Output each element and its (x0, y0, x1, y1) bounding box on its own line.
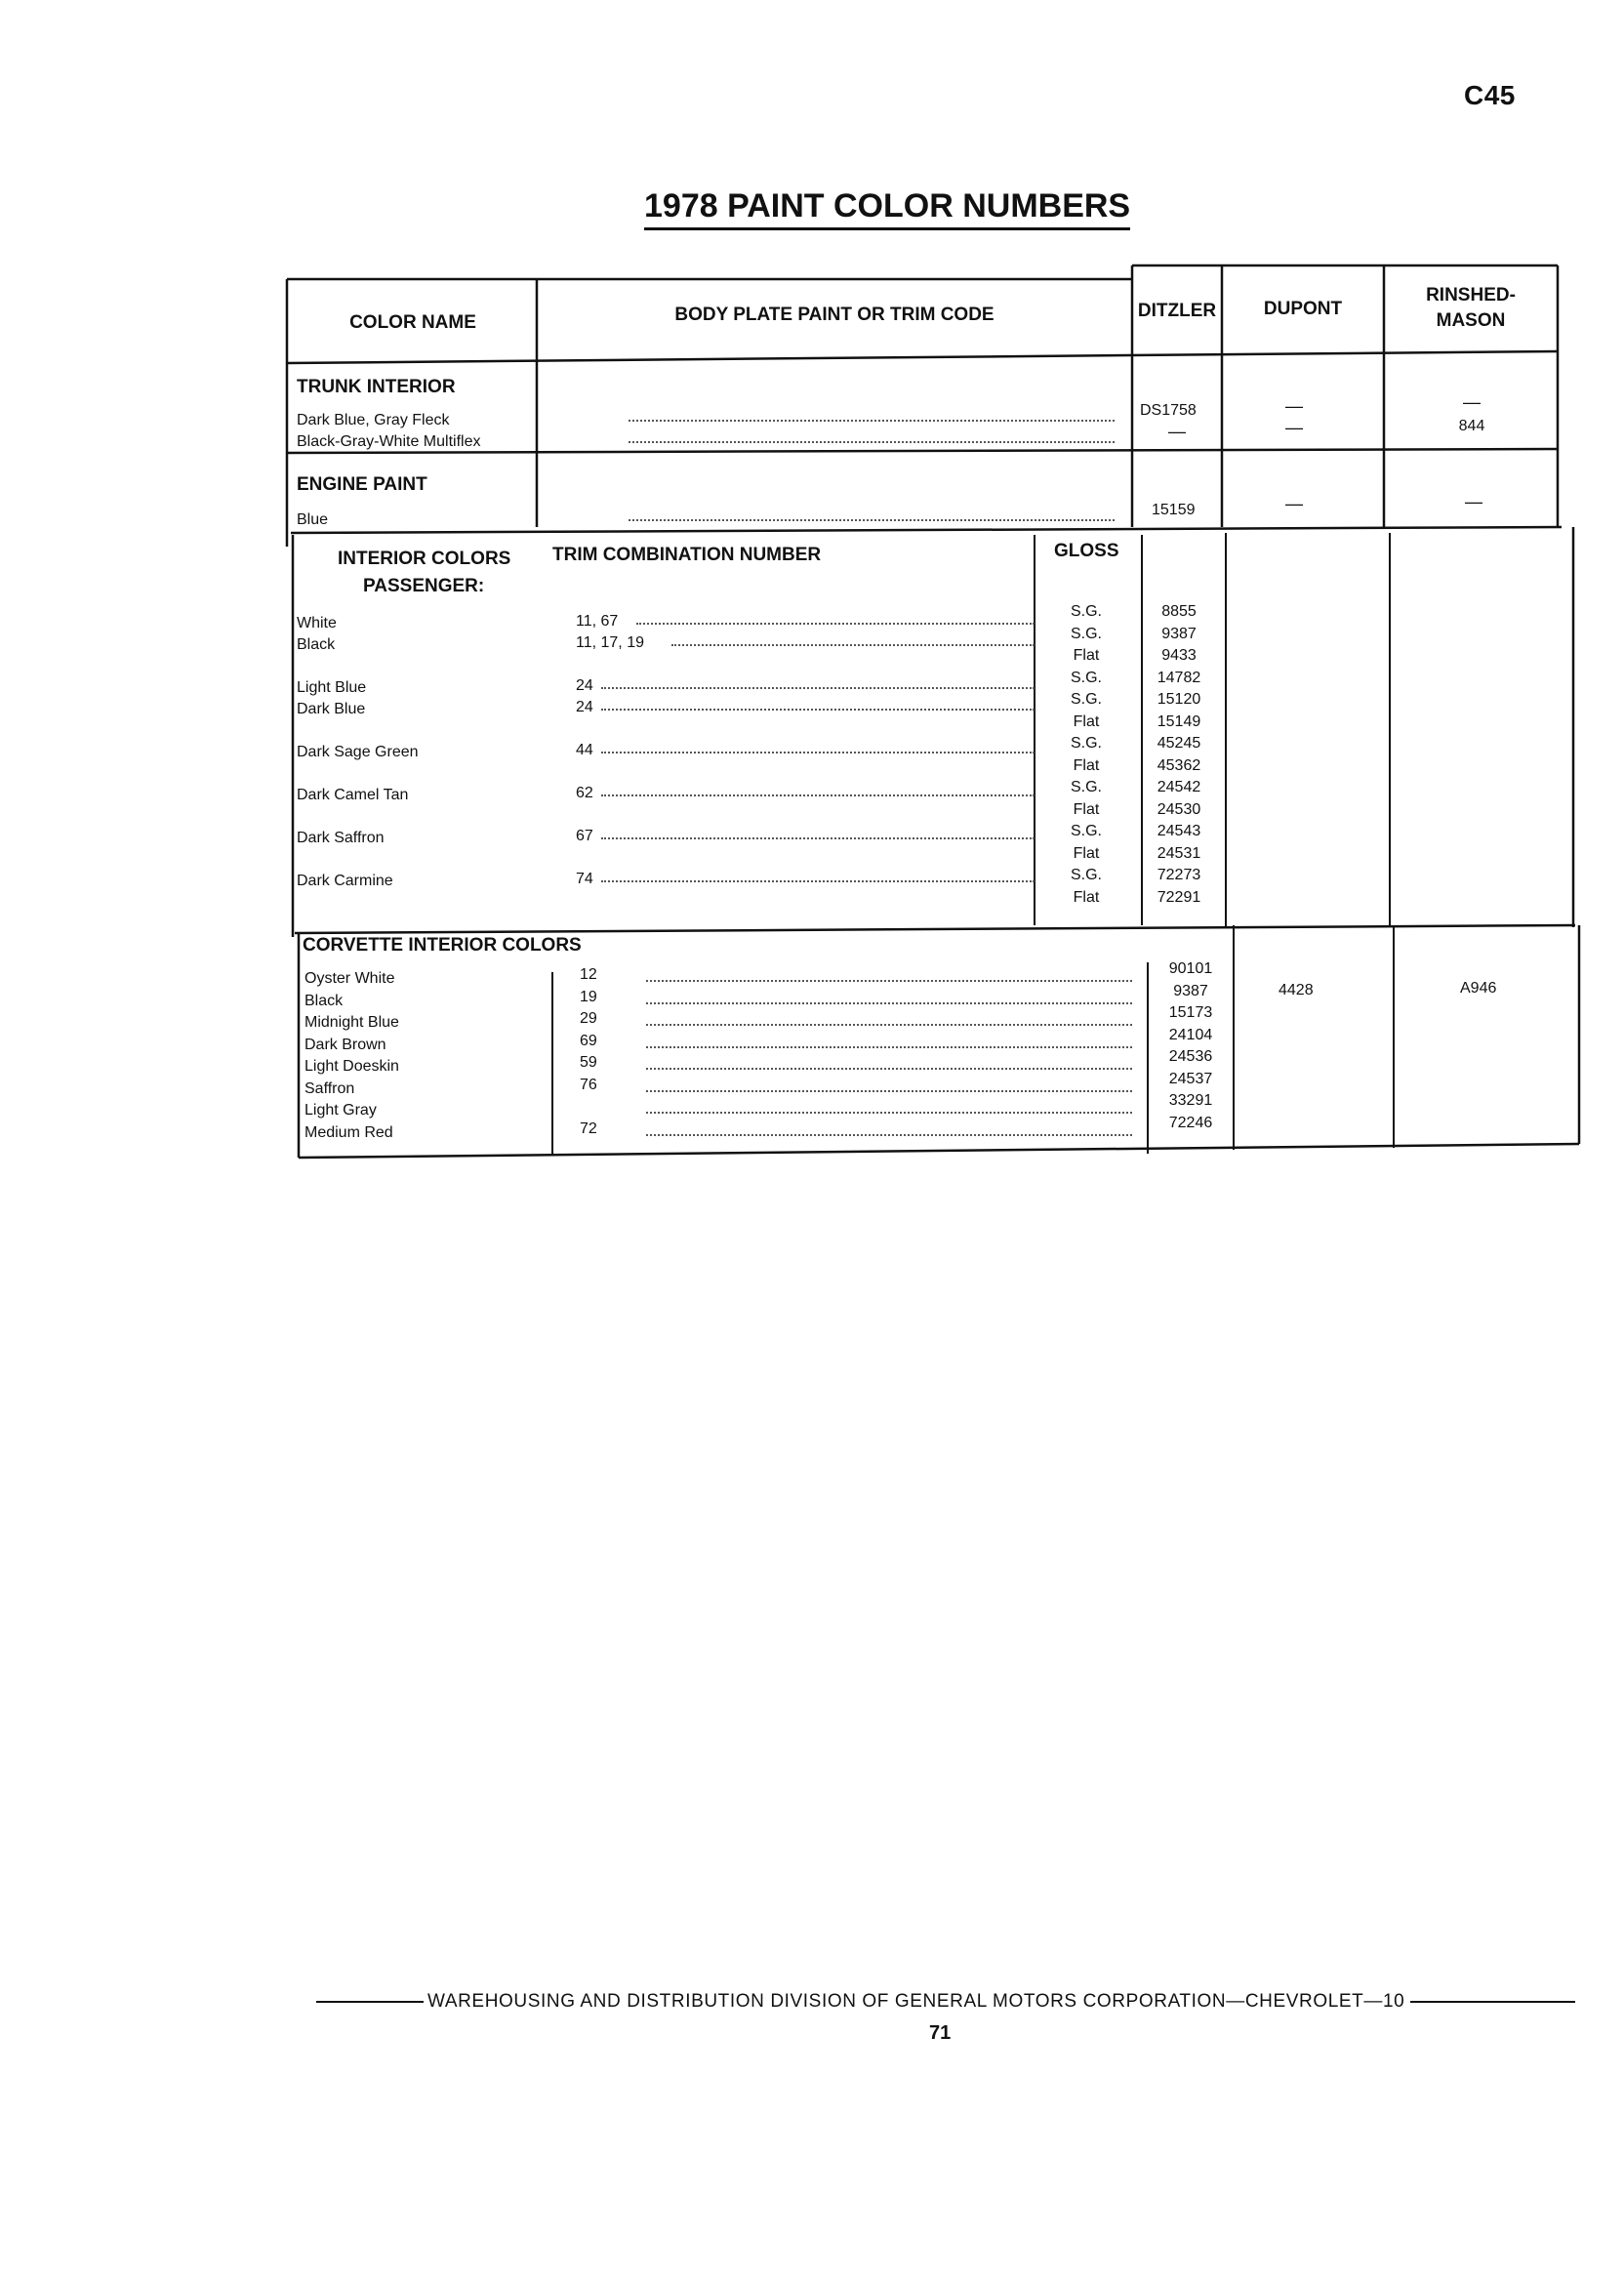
corvette-trim-code: 19 (580, 988, 597, 1005)
corvette-color-name: Medium Red (304, 1123, 393, 1141)
interior-colors-title: INTERIOR COLORS (338, 549, 511, 569)
interior-color-name: Dark Carmine (297, 873, 393, 889)
header-body-plate: BODY PLATE PAINT OR TRIM CODE (674, 305, 995, 325)
gloss-value: Flat (1073, 712, 1100, 730)
engine-paint-title: ENGINE PAINT (297, 474, 427, 495)
trunk-row-ditzler: — (1168, 422, 1186, 441)
corvette-ditzler-value: 90101 (1168, 960, 1213, 977)
interior-trim-number: 24 (576, 699, 593, 715)
interior-colors-subtitle: PASSENGER: (363, 576, 485, 596)
gloss-value: S.G. (1070, 603, 1102, 620)
gloss-value: S.G. (1070, 823, 1102, 839)
corvette-ditzler-value: 15173 (1168, 1004, 1213, 1021)
engine-row-name: Blue (297, 511, 329, 528)
corvette-ditzler-value: 33291 (1168, 1092, 1213, 1109)
interior-color-name: Dark Saffron (297, 830, 385, 846)
ditzler-value: 8855 (1161, 603, 1197, 620)
interior-gloss-column (1044, 601, 1128, 909)
corvette-code-column (580, 964, 597, 1140)
interior-trim-number: 44 (576, 742, 593, 758)
interior-trim-number: 24 (576, 677, 593, 694)
ditzler-value: 15120 (1157, 691, 1201, 708)
footer-rule-left (316, 2001, 424, 2003)
engine-row-rinshed: — (1465, 492, 1482, 511)
ditzler-value: 15149 (1157, 712, 1201, 730)
corvette-trim-code: 72 (580, 1120, 597, 1137)
interior-color-name: White (297, 615, 337, 631)
corvette-ditzler-column (1148, 958, 1234, 1134)
gloss-value: S.G. (1070, 691, 1102, 708)
leader-dots (601, 685, 1035, 689)
ditzler-value: 24531 (1157, 844, 1201, 862)
leader-dots (601, 750, 1035, 753)
header-ditzler: DITZLER (1137, 301, 1217, 321)
trunk-row-name: Black-Gray-White Multiflex (297, 433, 481, 450)
engine-row-ditzler: 15159 (1152, 502, 1196, 518)
trunk-row-dupont: — (1285, 418, 1303, 437)
leader-dots (646, 1044, 1132, 1048)
corvette-ditzler-value: 24537 (1168, 1070, 1213, 1087)
header-rinshed-mason: RINSHED- MASON (1426, 285, 1516, 331)
leader-dots (601, 707, 1035, 711)
gloss-value: Flat (1073, 800, 1100, 818)
trunk-row-rinshed: — (1463, 392, 1481, 412)
corvette-color-name: Light Gray (304, 1102, 377, 1119)
interior-trim-number: 62 (576, 785, 593, 801)
leader-dots (646, 978, 1132, 982)
engine-row-dupont: — (1285, 494, 1303, 513)
page-title: 1978 PAINT COLOR NUMBERS (644, 187, 1130, 230)
interior-color-name: Dark Camel Tan (297, 787, 409, 803)
interior-color-name: Dark Blue (297, 701, 366, 717)
leader-dots (646, 1000, 1132, 1004)
leader-dots (646, 1066, 1132, 1070)
corvette-color-name: Dark Brown (304, 1036, 386, 1053)
corvette-color-name: Saffron (304, 1079, 355, 1097)
page-number: 71 (929, 2022, 952, 2044)
ditzler-value: 9433 (1161, 647, 1197, 664)
corvette-trim-code: 29 (580, 1010, 597, 1027)
ditzler-value: 72291 (1157, 888, 1201, 906)
leader-dots (646, 1022, 1132, 1026)
ditzler-value: 14782 (1157, 669, 1201, 686)
corvette-name-column (304, 968, 399, 1144)
interior-color-name: Light Blue (297, 679, 367, 696)
interior-color-name: Dark Sage Green (297, 744, 419, 760)
corvette-ditzler-value: 9387 (1173, 982, 1208, 999)
ditzler-value: 24530 (1157, 800, 1201, 818)
header-dupont: DUPONT (1263, 299, 1343, 319)
corvette-trim-code: 12 (580, 966, 597, 983)
header-color-name: COLOR NAME (349, 312, 476, 333)
gloss-value: Flat (1073, 647, 1100, 664)
ditzler-value: 24543 (1157, 823, 1201, 839)
interior-trim-number: 74 (576, 871, 593, 887)
leader-dots (601, 878, 1035, 882)
gloss-value: S.G. (1070, 735, 1102, 752)
corvette-ditzler-value: 72246 (1168, 1114, 1213, 1131)
leader-dots (636, 621, 1035, 625)
ditzler-value: 45362 (1157, 756, 1201, 774)
trunk-row-ditzler: DS1758 (1140, 402, 1197, 419)
interior-ditzler-column (1132, 601, 1226, 909)
leader-dots (671, 642, 1035, 646)
trunk-interior-title: TRUNK INTERIOR (297, 377, 456, 397)
page-code: C45 (1464, 80, 1516, 110)
corvette-trim-code (580, 1096, 597, 1119)
corvette-rinshed: A946 (1460, 980, 1497, 997)
corvette-trim-code: 76 (580, 1076, 597, 1093)
corvette-color-name: Midnight Blue (304, 1014, 399, 1031)
trim-combination-header: TRIM COMBINATION NUMBER (552, 545, 822, 565)
ditzler-value: 72273 (1157, 867, 1201, 883)
ditzler-value: 45245 (1157, 735, 1201, 752)
trunk-row-rinshed: 844 (1458, 418, 1485, 434)
ditzler-value: 24542 (1157, 779, 1201, 795)
corvette-ditzler-value: 24104 (1168, 1026, 1213, 1043)
trunk-row-name: Dark Blue, Gray Fleck (297, 412, 450, 428)
corvette-dupont: 4428 (1279, 982, 1314, 998)
gloss-value: Flat (1073, 756, 1100, 774)
gloss-value: Flat (1073, 844, 1100, 862)
interior-trim-number: 11, 67 (576, 613, 619, 630)
corvette-interior-title: CORVETTE INTERIOR COLORS (303, 935, 582, 956)
leader-dots (629, 418, 1115, 422)
leader-dots (629, 517, 1115, 521)
ditzler-value: 9387 (1161, 625, 1197, 642)
gloss-value: S.G. (1070, 625, 1102, 642)
corvette-color-name: Oyster White (304, 970, 395, 987)
corvette-color-name: Black (304, 992, 344, 1009)
interior-trim-number: 67 (576, 828, 593, 844)
gloss-value: S.G. (1070, 867, 1102, 883)
gloss-value: S.G. (1070, 669, 1102, 686)
interior-color-name: Black (297, 636, 336, 653)
page-footer (316, 1991, 1575, 2013)
corvette-color-name: Light Doeskin (304, 1058, 399, 1075)
footer-text: WAREHOUSING AND DISTRIBUTION DIVISION OF GENERAL MOTORS CORPORATION—CHEVROLET—10 (427, 1991, 1405, 2012)
trunk-row-dupont: — (1285, 396, 1303, 416)
leader-dots (629, 439, 1115, 443)
gloss-value: Flat (1073, 888, 1100, 906)
leader-dots (646, 1110, 1132, 1114)
footer-rule-right (1410, 2001, 1575, 2003)
leader-dots (601, 835, 1035, 839)
gloss-header: GLOSS (1054, 541, 1119, 561)
corvette-trim-code: 59 (580, 1054, 597, 1071)
leader-dots (646, 1132, 1132, 1136)
corvette-ditzler-value: 24536 (1168, 1048, 1213, 1065)
gloss-value: S.G. (1070, 779, 1102, 795)
leader-dots (646, 1088, 1132, 1092)
leader-dots (601, 793, 1035, 796)
corvette-trim-code: 69 (580, 1032, 597, 1049)
interior-trim-number: 11, 17, 19 (576, 634, 644, 651)
